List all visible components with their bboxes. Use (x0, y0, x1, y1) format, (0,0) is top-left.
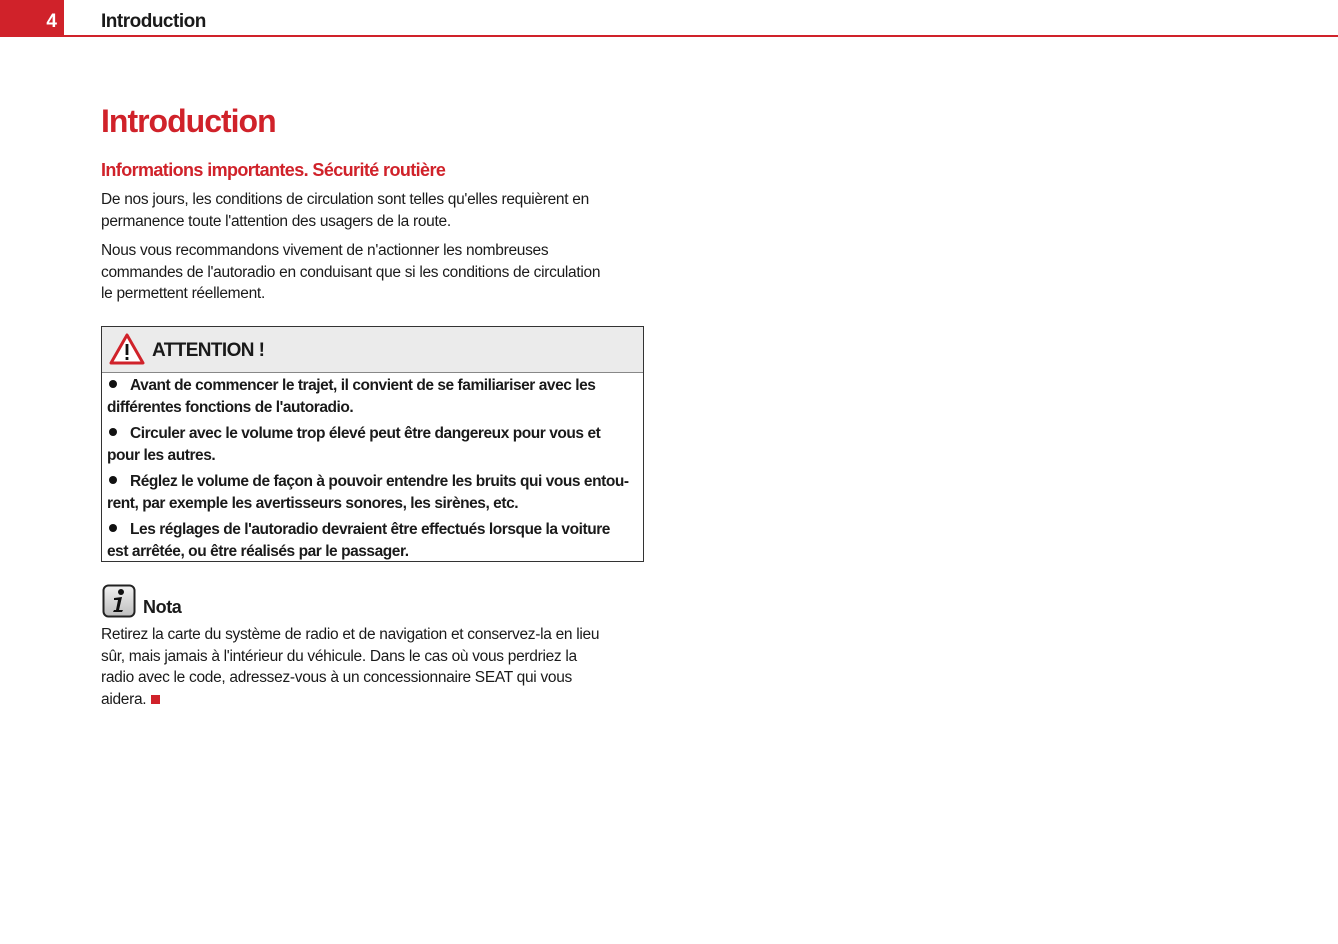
text-line: Retirez la carte du système de radio et de navigation et conservez-la en lieu (101, 626, 600, 643)
warning-item (107, 375, 638, 418)
text-line: le permettent réellement. (101, 285, 265, 302)
warning-title: ATTENTION ! (152, 340, 265, 361)
section-heading: Informations importantes. Sécurité routière (101, 160, 446, 180)
warning-box (101, 326, 644, 562)
text-line: rent, par exemple les avertisseurs sonores, les sirènes, etc. (107, 494, 519, 512)
text-line: différentes fonctions de l'autoradio. (107, 398, 354, 416)
bullet-icon (109, 476, 117, 484)
text-line: est arrêtée, ou être réalisés par le passager. (107, 542, 409, 560)
text-line: commandes de l'autoradio en conduisant que si les conditions de circulation (101, 263, 601, 281)
text-line: Nous vous recommandons vivement de n'actionner les nombreuses (101, 242, 549, 259)
page-number: 4 (0, 0, 64, 37)
bullet-icon (109, 380, 117, 388)
paragraph (101, 240, 644, 305)
text-line: Réglez le volume de façon à pouvoir entendre les bruits qui vous entou- (130, 473, 629, 490)
text-line: radio avec le code, adressez-vous à un concessionnaire SEAT qui vous (101, 669, 572, 686)
text-line: pour les autres. (107, 446, 216, 464)
text-line: De nos jours, les conditions de circulation sont telles qu'elles requièrent en (101, 191, 589, 208)
warning-triangle-icon (108, 332, 146, 366)
page-title: Introduction (101, 103, 276, 139)
running-header: Introduction (101, 11, 206, 32)
end-of-section-icon (151, 695, 160, 704)
text-line-end: aidera. (101, 690, 147, 708)
note-text (101, 624, 644, 710)
text-line: sûr, mais jamais à l'intérieur du véhicule. Dans le cas où vous perdriez la (101, 647, 577, 665)
warning-header (102, 327, 643, 373)
text-line (101, 689, 644, 711)
text-line: Les réglages de l'autoradio devraient être effectués lorsque la voiture (130, 521, 610, 538)
warning-item (107, 423, 638, 466)
paragraph (101, 189, 644, 232)
warning-item (107, 471, 638, 514)
note-title: Nota (143, 597, 182, 617)
warning-item (107, 519, 638, 562)
bullet-icon (109, 428, 117, 436)
text-line: Circuler avec le volume trop élevé peut être dangereux pour vous et (130, 425, 601, 442)
text-line: Avant de commencer le trajet, il convient de se familiariser avec les (130, 377, 596, 394)
bullet-icon (109, 524, 117, 532)
header-rule (64, 35, 1338, 37)
text-line: permanence toute l'attention des usagers de la route. (101, 212, 451, 230)
info-icon (102, 584, 136, 618)
